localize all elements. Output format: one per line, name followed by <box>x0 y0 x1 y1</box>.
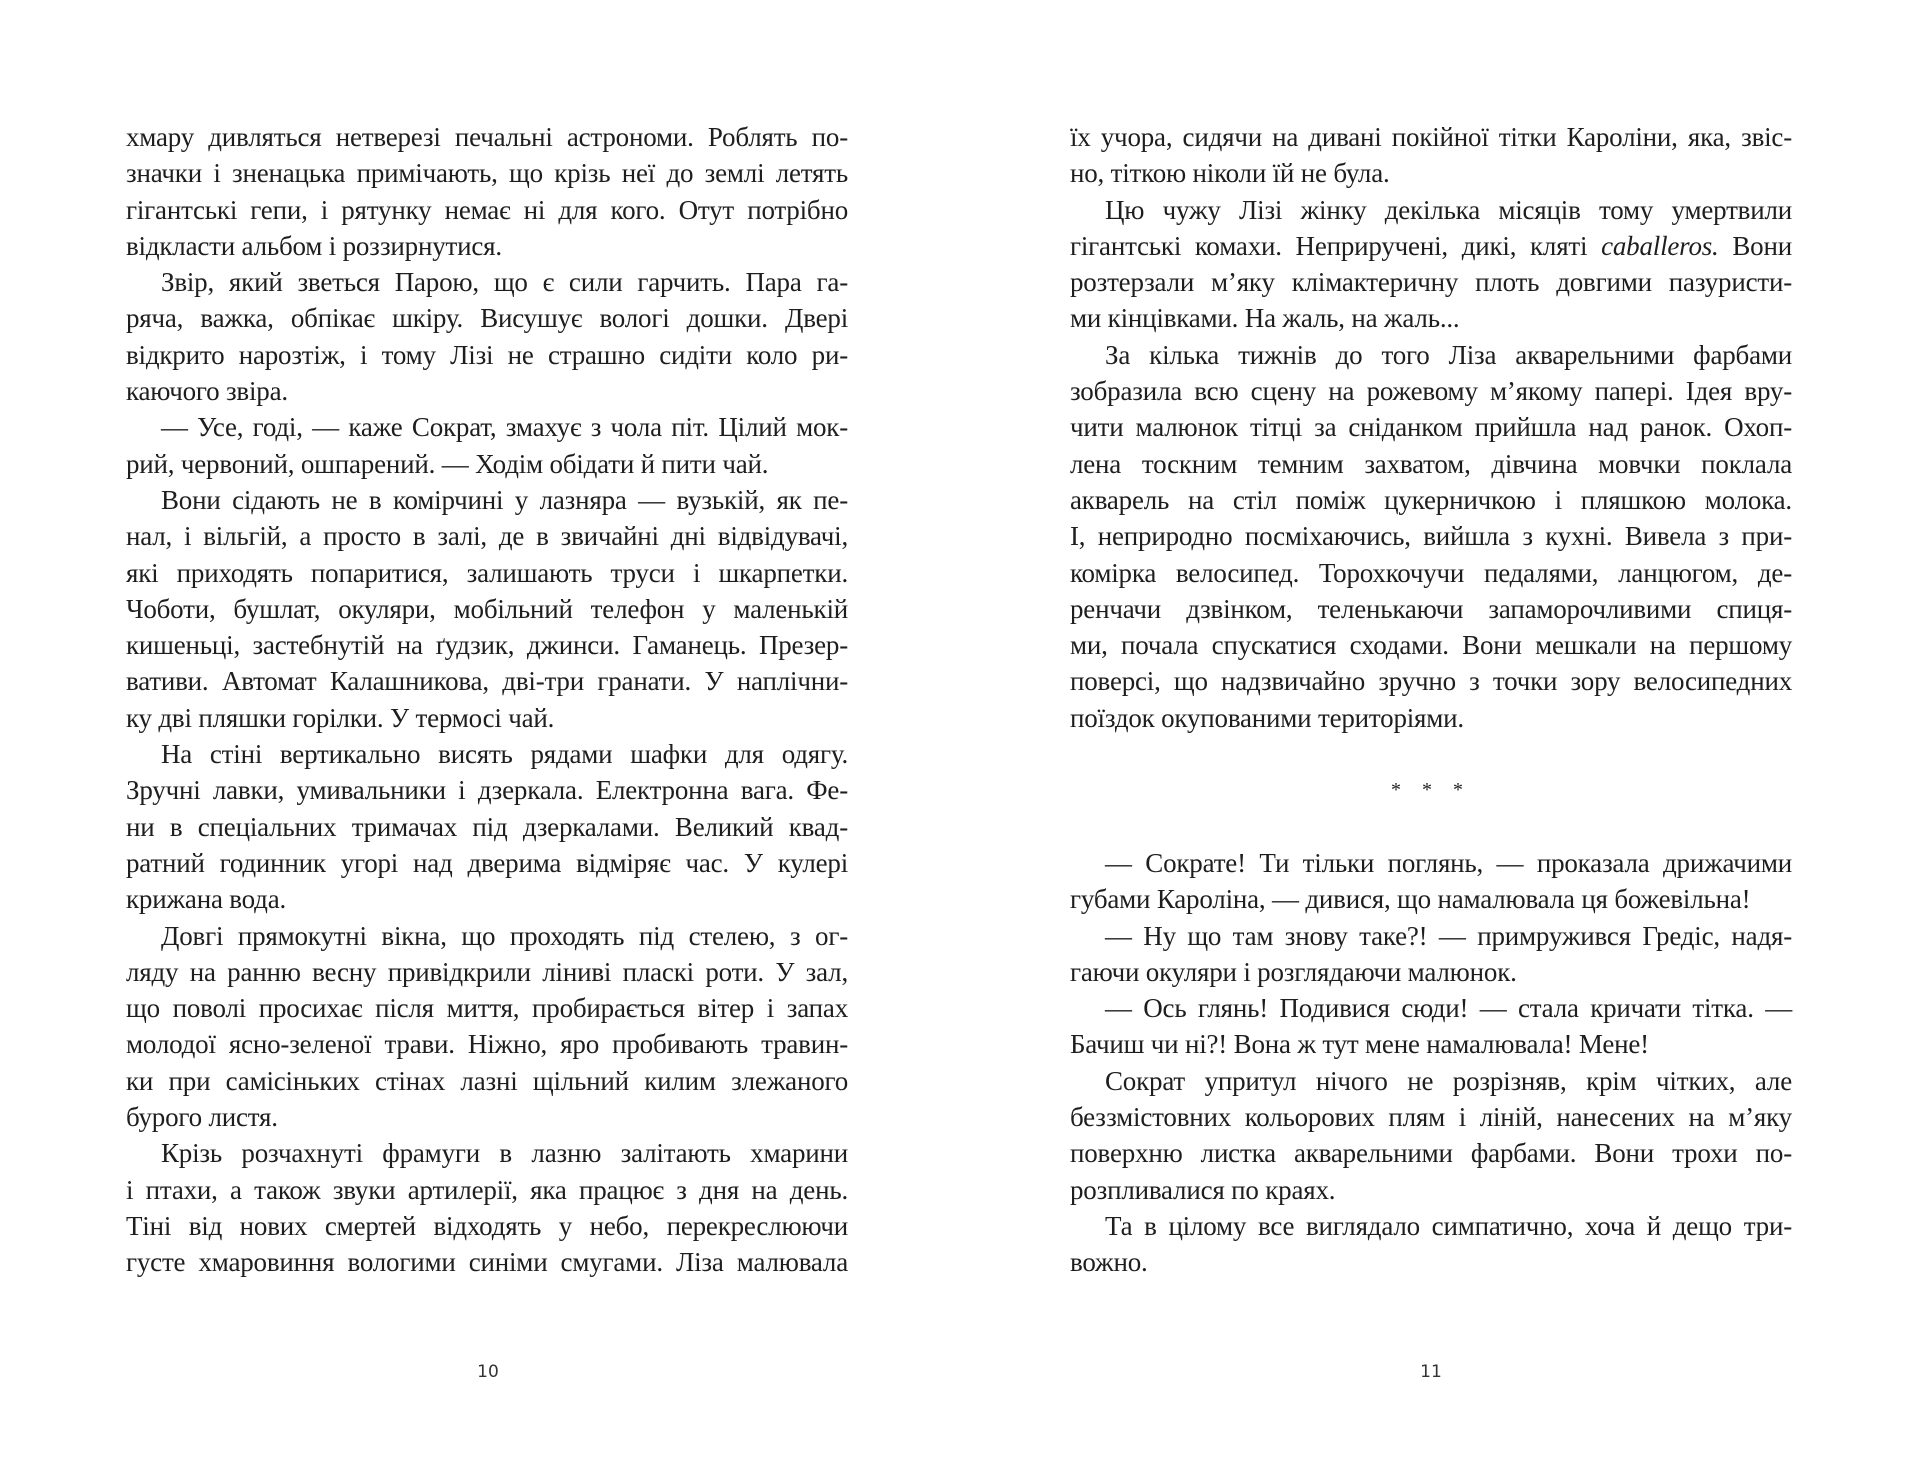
text-line: ратний годинник угорі над дверима відміряє час. У кулері <box>126 847 848 878</box>
paragraph <box>1070 192 1792 337</box>
text-line: ку дві пляшки горілки. У термосі чай. <box>126 702 555 733</box>
paragraph <box>1070 990 1792 1063</box>
text-line: вожно. <box>1070 1247 1148 1278</box>
paragraph <box>1070 119 1792 192</box>
paragraph <box>126 1135 848 1280</box>
paragraph <box>126 119 848 264</box>
text-line: які приходять попаритися, залишають труси і шкарпетки. <box>126 557 848 588</box>
text-line: поверхню листка акварельними фарбами. Вони трохи по- <box>1070 1138 1792 1169</box>
text-line: кишеньці, застебнутій на ґудзик, джинси. Гаманець. Презер- <box>126 630 848 661</box>
paragraph <box>126 264 848 409</box>
text-line: Цю чужу Лізі жінку декілька місяців тому умертвили <box>1105 194 1792 225</box>
text-line: Та в цілому все виглядало симпатично, хоча й дещо три- <box>1105 1210 1792 1241</box>
text-segment: гігантські комахи. Неприручені, дикі, кляті <box>1070 230 1602 261</box>
text-line: каючого звіра. <box>126 376 288 407</box>
text-line: густе хмаровиння вологими синіми смугами. Ліза малювала <box>126 1247 848 1278</box>
section-separator: * * * <box>1391 779 1471 802</box>
text-line: рий, червоний, ошпарений. — Ходім обідати й пити чай. <box>126 448 769 479</box>
text-line: відкрито нарозтіж, і тому Лізі не страшно сидіти коло ри- <box>126 339 848 370</box>
text-line: ми кінцівками. На жаль, на жаль... <box>1070 303 1460 334</box>
text-line: На стіні вертикально висять рядами шафки для одягу. <box>161 739 848 770</box>
text-line: поїздок окупованими територіями. <box>1070 702 1464 733</box>
text-line: Сократ упритул нічого не розрізняв, крім чітких, але <box>1105 1065 1792 1096</box>
text-line: — Ну що там знову таке?! — примружився Гредіс, надя- <box>1105 920 1792 951</box>
text-line: поверсі, що надзвичайно зручно з точки зору велосипедних <box>1070 666 1792 697</box>
text-line: хмару дивляться нетверезі печальні астрономи. Роблять по- <box>126 122 848 152</box>
paragraph <box>1070 1063 1792 1208</box>
paragraph <box>1070 337 1792 736</box>
text-line: чити малюнок тітці за сніданком прийшла над ранок. Охоп- <box>1070 412 1792 443</box>
text-line: Вони сідають не в комірчині у лазняра — вузькій, як пе- <box>161 484 848 515</box>
text-line: губами Кароліна, — дивися, що намалювала ця божевільна! <box>1070 884 1751 915</box>
text-line: гігантські гепи, і рятунку немає ні для кого. Отут потрібно <box>126 194 848 225</box>
text-line: — Усе, годі, — каже Сократ, змахує з чола піт. Цілий мок- <box>161 412 848 443</box>
text-line: ренчачи дзвінком, теленькаючи запаморочливими спиця- <box>1070 593 1792 624</box>
paragraph <box>1070 1208 1792 1281</box>
text-line: ни в спеціальних тримачах під дзеркалами. Великий квад- <box>126 811 848 842</box>
text-line: і птахи, а також звуки артилерії, яка працює з дня на день. <box>126 1174 848 1205</box>
text-line: їх учора, сидячи на дивані покійної тітки Кароліни, яка, звіс- <box>1070 122 1792 152</box>
left-page-text <box>126 119 848 1281</box>
text-line: відкласти альбом і роззирнутися. <box>126 230 502 261</box>
text-line: Зручні лавки, умивальники і дзеркала. Електронна вага. Фе- <box>126 775 848 806</box>
text-line: — Сократе! Ти тільки поглянь, — проказала дрижачими <box>1105 847 1792 878</box>
text-line: ми, почала спускатися сходами. Вони мешкали на першому <box>1070 630 1792 661</box>
paragraph <box>126 482 848 736</box>
text-line: Довгі прямокутні вікна, що проходять під стелею, з ог- <box>161 920 848 951</box>
paragraph <box>1070 845 1792 918</box>
text-line: ки при самісіньких стінах лазні щільний килим злежаного <box>126 1065 848 1096</box>
text-line: нал, і вільгій, а просто в залі, де в звичайні дні відвідувачі, <box>126 521 848 552</box>
text-line: но, тіткою ніколи їй не була. <box>1070 158 1390 189</box>
text-line: — Ось глянь! Подивися сюди! — стала кричати тітка. — <box>1105 993 1792 1024</box>
text-line: За кілька тижнів до того Ліза акварельними фарбами <box>1105 339 1792 370</box>
text-line: що поволі просихає після миття, пробирається вітер і запах <box>126 993 848 1024</box>
text-line: зобразила всю сцену на рожевому м’якому папері. Ідея вру- <box>1070 376 1792 407</box>
text-line: крижана вода. <box>126 884 287 915</box>
paragraph <box>126 918 848 1136</box>
text-line: розпливалися по краях. <box>1070 1174 1336 1205</box>
paragraph <box>126 736 848 917</box>
page-number-left: 10 <box>477 1362 499 1382</box>
text-line: ряча, важка, обпікає шкіру. Висушує вологі дошки. Двері <box>126 303 848 334</box>
text-line <box>1070 228 1792 264</box>
text-segment: Вони <box>1718 230 1792 261</box>
page-number-right: 11 <box>1420 1362 1442 1382</box>
paragraph <box>1070 918 1792 991</box>
text-line: комірка велосипед. Торохкочучи педалями, ланцюгом, де- <box>1070 557 1792 588</box>
text-line: акварель на стіл поміж цукерничкою і пляшкою молока. <box>1070 484 1792 515</box>
text-line: Крізь розчахнуті фрамуги в лазню залітають хмарини <box>161 1138 848 1169</box>
text-line: бурого листя. <box>126 1102 278 1133</box>
text-line: Бачиш чи ні?! Вона ж тут мене намалювала! Мене! <box>1070 1029 1649 1060</box>
italic-text: caballeros. <box>1601 230 1719 261</box>
text-line: лена тоскним темним захватом, дівчина мовчки поклала <box>1070 448 1792 479</box>
text-line: значки і зненацька примічають, що крізь неї до землі летять <box>126 158 848 189</box>
text-line: розтерзали м’яку клімактеричну плоть довгими пазуристи- <box>1070 267 1792 298</box>
text-line: гаючи окуляри і розглядаючи малюнок. <box>1070 956 1517 987</box>
text-line: Чоботи, бушлат, окуляри, мобільний телефон у маленькій <box>126 593 848 624</box>
paragraph <box>126 409 848 482</box>
text-line: Звір, який зветься Парою, що є сили гарчить. Пара га- <box>161 267 848 298</box>
right-page-text <box>1070 119 1792 1281</box>
text-line: І, неприродно посміхаючись, вийшла з кухні. Вивела з при- <box>1070 521 1792 552</box>
text-line: ляду на ранню весну привідкрили ліниві пласкі роти. У зал, <box>126 956 848 987</box>
text-line: вативи. Автомат Калашникова, дві-три гранати. У наплічни- <box>126 666 848 697</box>
text-line: молодої ясно-зеленої трави. Ніжно, яро пробивають травин- <box>126 1029 848 1060</box>
text-line: Тіні від нових смертей відходять у небо, перекреслюючи <box>126 1210 848 1241</box>
text-line: беззмістовних кольорових плям і ліній, нанесених на м’яку <box>1070 1102 1792 1133</box>
